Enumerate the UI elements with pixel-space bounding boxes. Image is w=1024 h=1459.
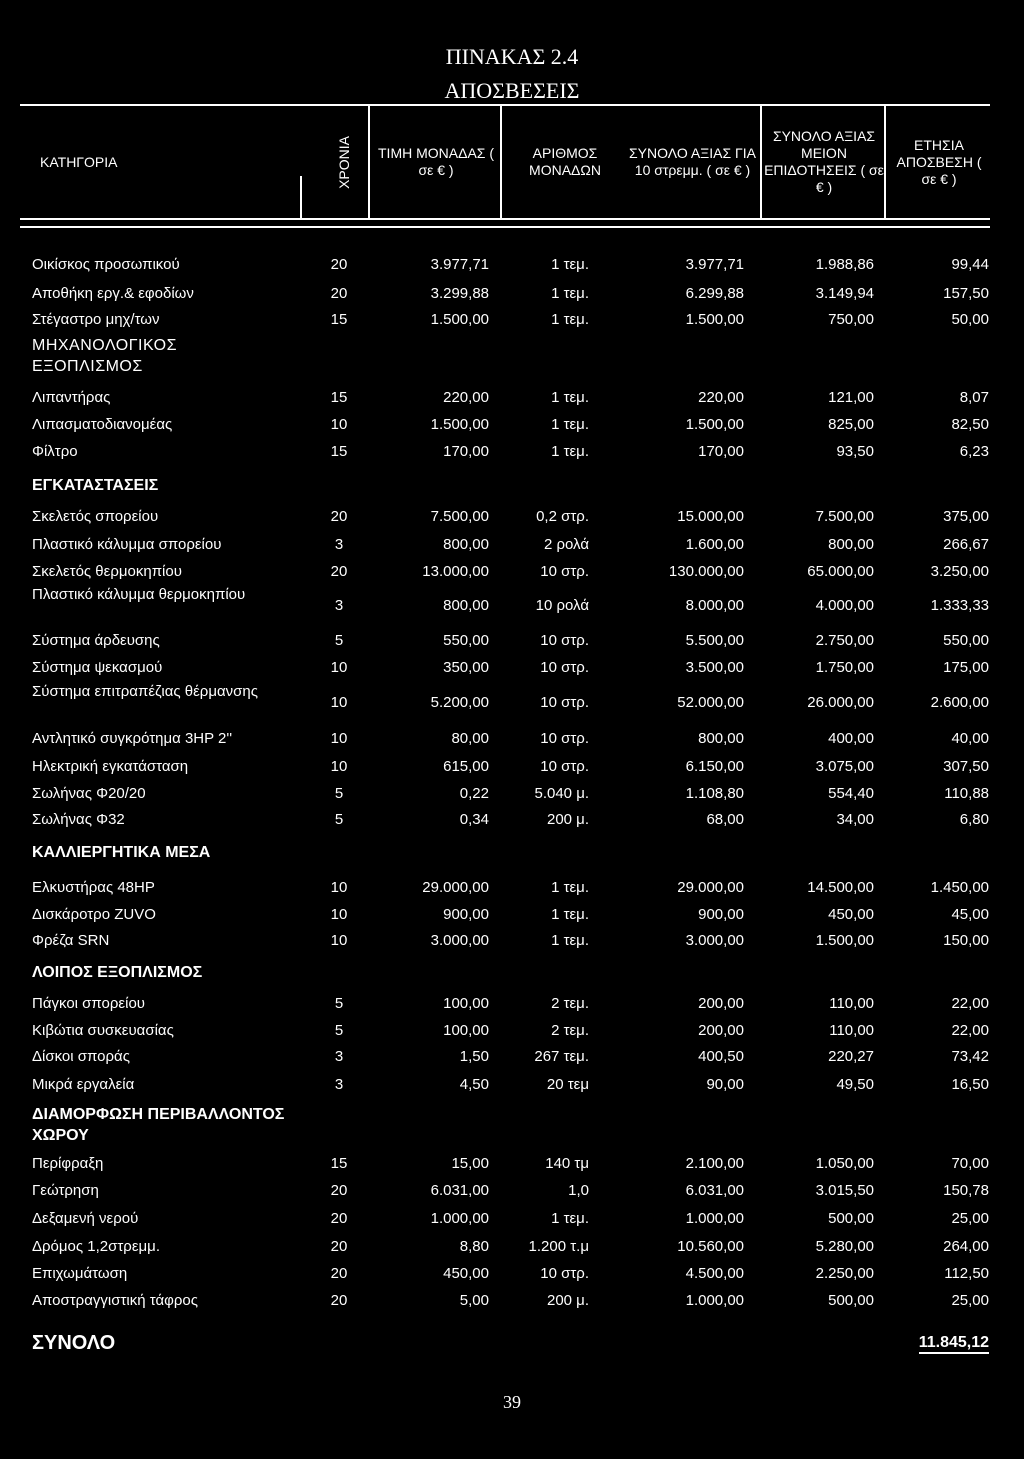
cell-qty: 1 τεμ. — [551, 443, 589, 460]
table-row — [0, 1022, 1024, 1042]
table-row — [0, 1210, 1024, 1230]
cell-annual: 70,00 — [951, 1155, 989, 1172]
table-row — [0, 659, 1024, 679]
cell-total: 10.560,00 — [677, 1238, 744, 1255]
cell-years: 5 — [334, 995, 344, 1012]
cell-annual: 150,00 — [943, 932, 989, 949]
cell-name: Σύστημα επιτραπέζιας θέρμανσης — [32, 683, 258, 700]
cell-price: 100,00 — [443, 1022, 489, 1039]
cell-qty: 1 τεμ. — [551, 311, 589, 328]
cell-years: 10 — [330, 879, 348, 896]
table-row — [0, 443, 1024, 463]
cell-price: 1,50 — [459, 1048, 489, 1065]
table-row — [0, 1048, 1024, 1068]
cell-sub: 65.000,00 — [807, 563, 874, 580]
cell-sub: 825,00 — [828, 416, 874, 433]
cell-annual: 375,00 — [943, 508, 989, 525]
table-row — [0, 311, 1024, 331]
cell-years: 15 — [330, 443, 348, 460]
cell-sub: 400,00 — [828, 730, 874, 747]
cell-sub: 93,50 — [836, 443, 874, 460]
cell-annual: 8,07 — [959, 389, 989, 406]
header-years: ΧΡΟΝΙΑ — [335, 135, 352, 189]
cell-total: 8.000,00 — [685, 597, 744, 614]
total-label: ΣΥΝΟΛΟ — [32, 1332, 116, 1354]
cell-qty: 10 στρ. — [540, 730, 589, 747]
cell-qty: 1 τεμ. — [551, 389, 589, 406]
cell-name: Δρόμος 1,2στρεμμ. — [32, 1238, 160, 1255]
cell-price: 0,34 — [459, 811, 489, 828]
cell-sub: 500,00 — [828, 1292, 874, 1309]
cell-name: Σύστημα ψεκασμού — [32, 659, 163, 676]
cell-years: 15 — [330, 311, 348, 328]
cell-total: 90,00 — [706, 1076, 744, 1093]
cell-annual: 2.600,00 — [930, 694, 989, 711]
cell-sub: 34,00 — [836, 811, 874, 828]
cell-name: Ηλεκτρική εγκατάσταση — [32, 758, 189, 775]
cell-total: 220,00 — [698, 389, 744, 406]
cell-price: 3.000,00 — [430, 932, 489, 949]
table-title: ΠΙΝΑΚΑΣ 2.4 — [445, 44, 579, 69]
cell-qty: 20 τεμ — [546, 1076, 589, 1093]
header-qty: ΑΡΙΘΜΟΣ ΜΟΝΑΔΩΝ — [529, 145, 601, 178]
cell-qty: 10 ρολά — [535, 597, 589, 614]
cell-sub: 3.075,00 — [815, 758, 874, 775]
cell-qty: 1.200 τ.μ — [528, 1238, 589, 1255]
cell-qty: 267 τεμ. — [534, 1048, 589, 1065]
cell-annual: 175,00 — [943, 659, 989, 676]
cell-price: 5,00 — [459, 1292, 489, 1309]
cell-qty: 2 τεμ. — [551, 995, 589, 1012]
table-row — [0, 995, 1024, 1015]
cell-name: Κιβώτια συσκευασίας — [32, 1022, 174, 1039]
cell-total: 170,00 — [698, 443, 744, 460]
table-row — [0, 758, 1024, 778]
cell-sub: 110,00 — [829, 995, 874, 1012]
cell-annual: 50,00 — [951, 311, 989, 328]
cell-qty: 10 στρ. — [540, 659, 589, 676]
cell-total: 1.500,00 — [685, 416, 744, 433]
cell-name: Γεώτρηση — [32, 1182, 99, 1199]
cell-total: 15.000,00 — [677, 508, 744, 525]
cell-years: 3 — [334, 597, 344, 614]
cell-name: Μικρά εργαλεία — [32, 1076, 135, 1093]
cell-qty: 2 τεμ. — [551, 1022, 589, 1039]
cell-name: Ελκυστήρας 48HP — [32, 879, 155, 896]
cell-years: 5 — [334, 785, 344, 802]
cell-name: Φρέζα SRN — [32, 932, 110, 949]
cell-qty: 1 τεμ. — [551, 906, 589, 923]
cell-qty: 5.040 μ. — [534, 785, 589, 802]
table-row — [0, 1238, 1024, 1258]
cell-price: 15,00 — [451, 1155, 489, 1172]
table-row — [0, 632, 1024, 652]
table-row — [0, 1155, 1024, 1175]
cell-annual: 266,67 — [943, 536, 989, 553]
cell-qty: 10 στρ. — [540, 758, 589, 775]
cell-qty: 1 τεμ. — [551, 416, 589, 433]
cell-annual: 264,00 — [943, 1238, 989, 1255]
cell-annual: 6,80 — [959, 811, 989, 828]
cell-total: 4.500,00 — [685, 1265, 744, 1282]
cell-total: 1.108,80 — [685, 785, 744, 802]
cell-years: 10 — [330, 659, 348, 676]
cell-total: 1.600,00 — [685, 536, 744, 553]
cell-sub: 500,00 — [828, 1210, 874, 1227]
cell-years: 10 — [330, 758, 348, 775]
cell-price: 350,00 — [443, 659, 489, 676]
cell-price: 100,00 — [443, 995, 489, 1012]
cell-name: Σωλήνας Φ20/20 — [32, 785, 146, 802]
cell-years: 20 — [330, 508, 348, 525]
cell-total: 200,00 — [698, 1022, 744, 1039]
cell-name: Επιχωμάτωση — [32, 1265, 128, 1282]
header-unit-price: ΤΙΜΗ ΜΟΝΑΔΑΣ ( σε € ) — [378, 145, 494, 178]
table-row — [0, 587, 1024, 623]
cell-total: 900,00 — [698, 906, 744, 923]
table-row — [0, 1182, 1024, 1202]
cell-years: 10 — [330, 694, 348, 711]
cell-years: 10 — [330, 906, 348, 923]
cell-years: 3 — [334, 1076, 344, 1093]
cell-sub: 800,00 — [828, 536, 874, 553]
cell-price: 220,00 — [443, 389, 489, 406]
cell-name: Δεξαμενή νερού — [32, 1210, 139, 1227]
cell-annual: 25,00 — [951, 1210, 989, 1227]
cell-annual: 1.450,00 — [930, 879, 989, 896]
cell-total: 68,00 — [706, 811, 744, 828]
cell-years: 5 — [334, 632, 344, 649]
cell-qty: 1 τεμ. — [551, 932, 589, 949]
cell-total: 200,00 — [698, 995, 744, 1012]
cell-total: 800,00 — [698, 730, 744, 747]
cell-price: 900,00 — [443, 906, 489, 923]
cell-name: Δισκάροτρο ZUVO — [32, 906, 156, 923]
cell-price: 3.977,71 — [430, 256, 489, 273]
cell-total: 6.031,00 — [685, 1182, 744, 1199]
cell-price: 1.500,00 — [430, 416, 489, 433]
page-number: 39 — [503, 1392, 521, 1412]
cell-annual: 40,00 — [951, 730, 989, 747]
cell-years: 20 — [330, 1292, 348, 1309]
cell-sub: 1.988,86 — [815, 256, 874, 273]
cell-qty: 10 στρ. — [540, 694, 589, 711]
cell-sub: 110,00 — [829, 1022, 874, 1039]
cell-name: Φίλτρο — [32, 443, 78, 460]
cell-annual: 22,00 — [951, 995, 989, 1012]
cell-price: 800,00 — [443, 597, 489, 614]
cell-name: Στέγαστρο μηχ/των — [32, 311, 160, 328]
cell-total: 2.100,00 — [685, 1155, 744, 1172]
cell-price: 1.000,00 — [430, 1210, 489, 1227]
cell-qty: 140 τμ — [545, 1155, 589, 1172]
header-category: ΚΑΤΗΓΟΡΙΑ — [40, 153, 118, 170]
cell-sub: 2.750,00 — [815, 632, 874, 649]
cell-qty: 1 τεμ. — [551, 285, 589, 302]
header-total-minus-subsidy: ΣΥΝΟΛΟ ΑΞΙΑΣ ΜΕΙΟΝ ΕΠΙΔΟΤΗΣΕΙΣ ( σε € ) — [764, 128, 884, 195]
cell-years: 20 — [330, 256, 348, 273]
cell-years: 15 — [330, 1155, 348, 1172]
cell-years: 20 — [330, 1182, 348, 1199]
cell-qty: 1 τεμ. — [551, 879, 589, 896]
cell-name: Περίφραξη — [32, 1155, 104, 1172]
cell-years: 20 — [330, 1238, 348, 1255]
cell-total: 3.977,71 — [685, 256, 744, 273]
cell-name: Αποθήκη εργ.& εφοδίων — [32, 285, 194, 302]
cell-sub: 7.500,00 — [815, 508, 874, 525]
cell-annual: 157,50 — [943, 285, 989, 302]
table-row — [0, 730, 1024, 750]
cell-name: Σκελετός σπορείου — [32, 508, 159, 525]
section-heading: ΚΑΛΛΙΕΡΓΗΤΙΚΑ ΜΕΣΑ — [32, 844, 211, 861]
table-row — [0, 1076, 1024, 1096]
cell-price: 0,22 — [459, 785, 489, 802]
cell-name: Πλαστικό κάλυμμα σπορείου — [32, 536, 222, 553]
cell-price: 5.200,00 — [430, 694, 489, 711]
table-row — [0, 563, 1024, 583]
cell-sub: 1.050,00 — [815, 1155, 874, 1172]
cell-price: 450,00 — [443, 1265, 489, 1282]
cell-qty: 200 μ. — [546, 1292, 589, 1309]
table-row — [0, 536, 1024, 556]
table-row — [0, 879, 1024, 899]
total-value: 11.845,12 — [919, 1334, 989, 1354]
cell-annual: 1.333,33 — [930, 597, 989, 614]
cell-name: Αποστραγγιστική τάφρος — [32, 1292, 198, 1309]
cell-price: 7.500,00 — [430, 508, 489, 525]
cell-annual: 45,00 — [951, 906, 989, 923]
table-row — [0, 389, 1024, 409]
cell-qty: 10 στρ. — [540, 563, 589, 580]
table-row — [0, 285, 1024, 305]
cell-annual: 16,50 — [951, 1076, 989, 1093]
cell-sub: 49,50 — [836, 1076, 874, 1093]
cell-sub: 3.149,94 — [815, 285, 874, 302]
cell-total: 1.500,00 — [685, 311, 744, 328]
cell-total: 29.000,00 — [677, 879, 744, 896]
cell-years: 20 — [330, 1265, 348, 1282]
cell-sub: 26.000,00 — [807, 694, 874, 711]
cell-qty: 10 στρ. — [540, 632, 589, 649]
table-row — [0, 932, 1024, 952]
cell-name: Σωλήνας Φ32 — [32, 811, 125, 828]
cell-annual: 99,44 — [951, 256, 989, 273]
cell-sub: 3.015,50 — [815, 1182, 874, 1199]
header-annual: ΕΤΗΣΙΑ ΑΠΟΣΒΕΣΗ ( σε € ) — [896, 136, 982, 187]
cell-years: 10 — [330, 730, 348, 747]
cell-total: 1.000,00 — [685, 1210, 744, 1227]
cell-total: 3.000,00 — [685, 932, 744, 949]
cell-annual: 3.250,00 — [930, 563, 989, 580]
cell-annual: 73,42 — [951, 1048, 989, 1065]
cell-sub: 5.280,00 — [815, 1238, 874, 1255]
cell-annual: 307,50 — [943, 758, 989, 775]
cell-years: 10 — [330, 416, 348, 433]
cell-annual: 82,50 — [951, 416, 989, 433]
cell-name: Λιπασματοδιανομέας — [32, 416, 173, 433]
cell-price: 800,00 — [443, 536, 489, 553]
cell-qty: 1 τεμ. — [551, 1210, 589, 1227]
table-row — [0, 785, 1024, 805]
table-row — [0, 256, 1024, 276]
cell-sub: 554,40 — [828, 785, 874, 802]
cell-price: 13.000,00 — [422, 563, 489, 580]
cell-name: Σκελετός θερμοκηπίου — [32, 563, 182, 580]
table-row — [0, 684, 1024, 720]
cell-price: 550,00 — [443, 632, 489, 649]
table-row — [0, 906, 1024, 926]
cell-years: 20 — [330, 285, 348, 302]
cell-price: 615,00 — [443, 758, 489, 775]
cell-annual: 22,00 — [951, 1022, 989, 1039]
table-row — [0, 416, 1024, 436]
cell-total: 130.000,00 — [668, 563, 744, 580]
cell-name: Πλαστικό κάλυμμα θερμοκηπίου — [32, 586, 246, 603]
table-row — [0, 508, 1024, 528]
cell-price: 1.500,00 — [430, 311, 489, 328]
cell-name: Αντλητικό συγκρότημα 3HP 2'' — [32, 730, 233, 747]
cell-sub: 121,00 — [828, 389, 874, 406]
table-subtitle: ΑΠΟΣΒΕΣΕΙΣ — [444, 78, 580, 103]
cell-years: 5 — [334, 811, 344, 828]
cell-sub: 4.000,00 — [815, 597, 874, 614]
cell-sub: 220,27 — [828, 1048, 874, 1065]
cell-name: Λιπαντήρας — [32, 389, 111, 406]
cell-years: 10 — [330, 932, 348, 949]
cell-qty: 2 ρολά — [543, 536, 589, 553]
cell-price: 80,00 — [451, 730, 489, 747]
cell-years: 3 — [334, 1048, 344, 1065]
cell-price: 3.299,88 — [430, 285, 489, 302]
cell-price: 4,50 — [459, 1076, 489, 1093]
cell-qty: 10 στρ. — [540, 1265, 589, 1282]
cell-name: Οικίσκος προσωπικού — [32, 256, 180, 273]
cell-total: 52.000,00 — [677, 694, 744, 711]
cell-total: 6.299,88 — [685, 285, 744, 302]
section-heading: ΔΙΑΜΟΡΦΩΣΗ ΠΕΡΙΒΑΛΛΟΝΤΟΣ ΧΩΡΟΥ — [32, 1106, 285, 1144]
cell-sub: 750,00 — [828, 311, 874, 328]
cell-sub: 1.750,00 — [815, 659, 874, 676]
cell-annual: 110,88 — [944, 785, 989, 802]
cell-total: 400,50 — [698, 1048, 744, 1065]
cell-price: 8,80 — [459, 1238, 489, 1255]
cell-qty: 200 μ. — [546, 811, 589, 828]
table-row — [0, 811, 1024, 831]
cell-qty: 1,0 — [568, 1182, 589, 1199]
cell-annual: 150,78 — [943, 1182, 989, 1199]
cell-years: 3 — [334, 536, 344, 553]
cell-sub: 14.500,00 — [807, 879, 874, 896]
cell-years: 15 — [330, 389, 348, 406]
cell-name: Δίσκοι σποράς — [32, 1048, 130, 1065]
cell-years: 20 — [330, 1210, 348, 1227]
cell-name: Σύστημα άρδευσης — [32, 632, 160, 649]
table-row — [0, 1292, 1024, 1312]
cell-years: 20 — [330, 563, 348, 580]
cell-price: 6.031,00 — [430, 1182, 489, 1199]
cell-annual: 550,00 — [943, 632, 989, 649]
cell-years: 5 — [334, 1022, 344, 1039]
cell-sub: 2.250,00 — [815, 1265, 874, 1282]
cell-name: Πάγκοι σπορείου — [32, 995, 145, 1012]
header-total: ΣΥΝΟΛΟ ΑΞΙΑΣ ΓΙΑ 10 στρεμμ. ( σε € ) — [629, 145, 756, 178]
cell-price: 170,00 — [443, 443, 489, 460]
cell-sub: 450,00 — [828, 906, 874, 923]
cell-annual: 112,50 — [944, 1265, 989, 1282]
cell-qty: 1 τεμ. — [551, 256, 589, 273]
section-heading: ΛΟΙΠΟΣ ΕΞΟΠΛΙΣΜΟΣ — [32, 964, 203, 981]
cell-total: 3.500,00 — [685, 659, 744, 676]
cell-sub: 1.500,00 — [815, 932, 874, 949]
cell-total: 1.000,00 — [685, 1292, 744, 1309]
table-header — [20, 104, 990, 220]
section-heading: ΕΓΚΑΤΑΣΤΑΣΕΙΣ — [32, 477, 159, 494]
cell-qty: 0,2 στρ. — [536, 508, 589, 525]
cell-annual: 25,00 — [951, 1292, 989, 1309]
cell-price: 29.000,00 — [422, 879, 489, 896]
section-heading: ΜΗΧΑΝΟΛΟΓΙΚΟΣ ΕΞΟΠΛΙΣΜΟΣ — [32, 337, 178, 375]
table-row — [0, 1265, 1024, 1285]
cell-total: 6.150,00 — [685, 758, 744, 775]
cell-annual: 6,23 — [959, 443, 989, 460]
cell-total: 5.500,00 — [685, 632, 744, 649]
